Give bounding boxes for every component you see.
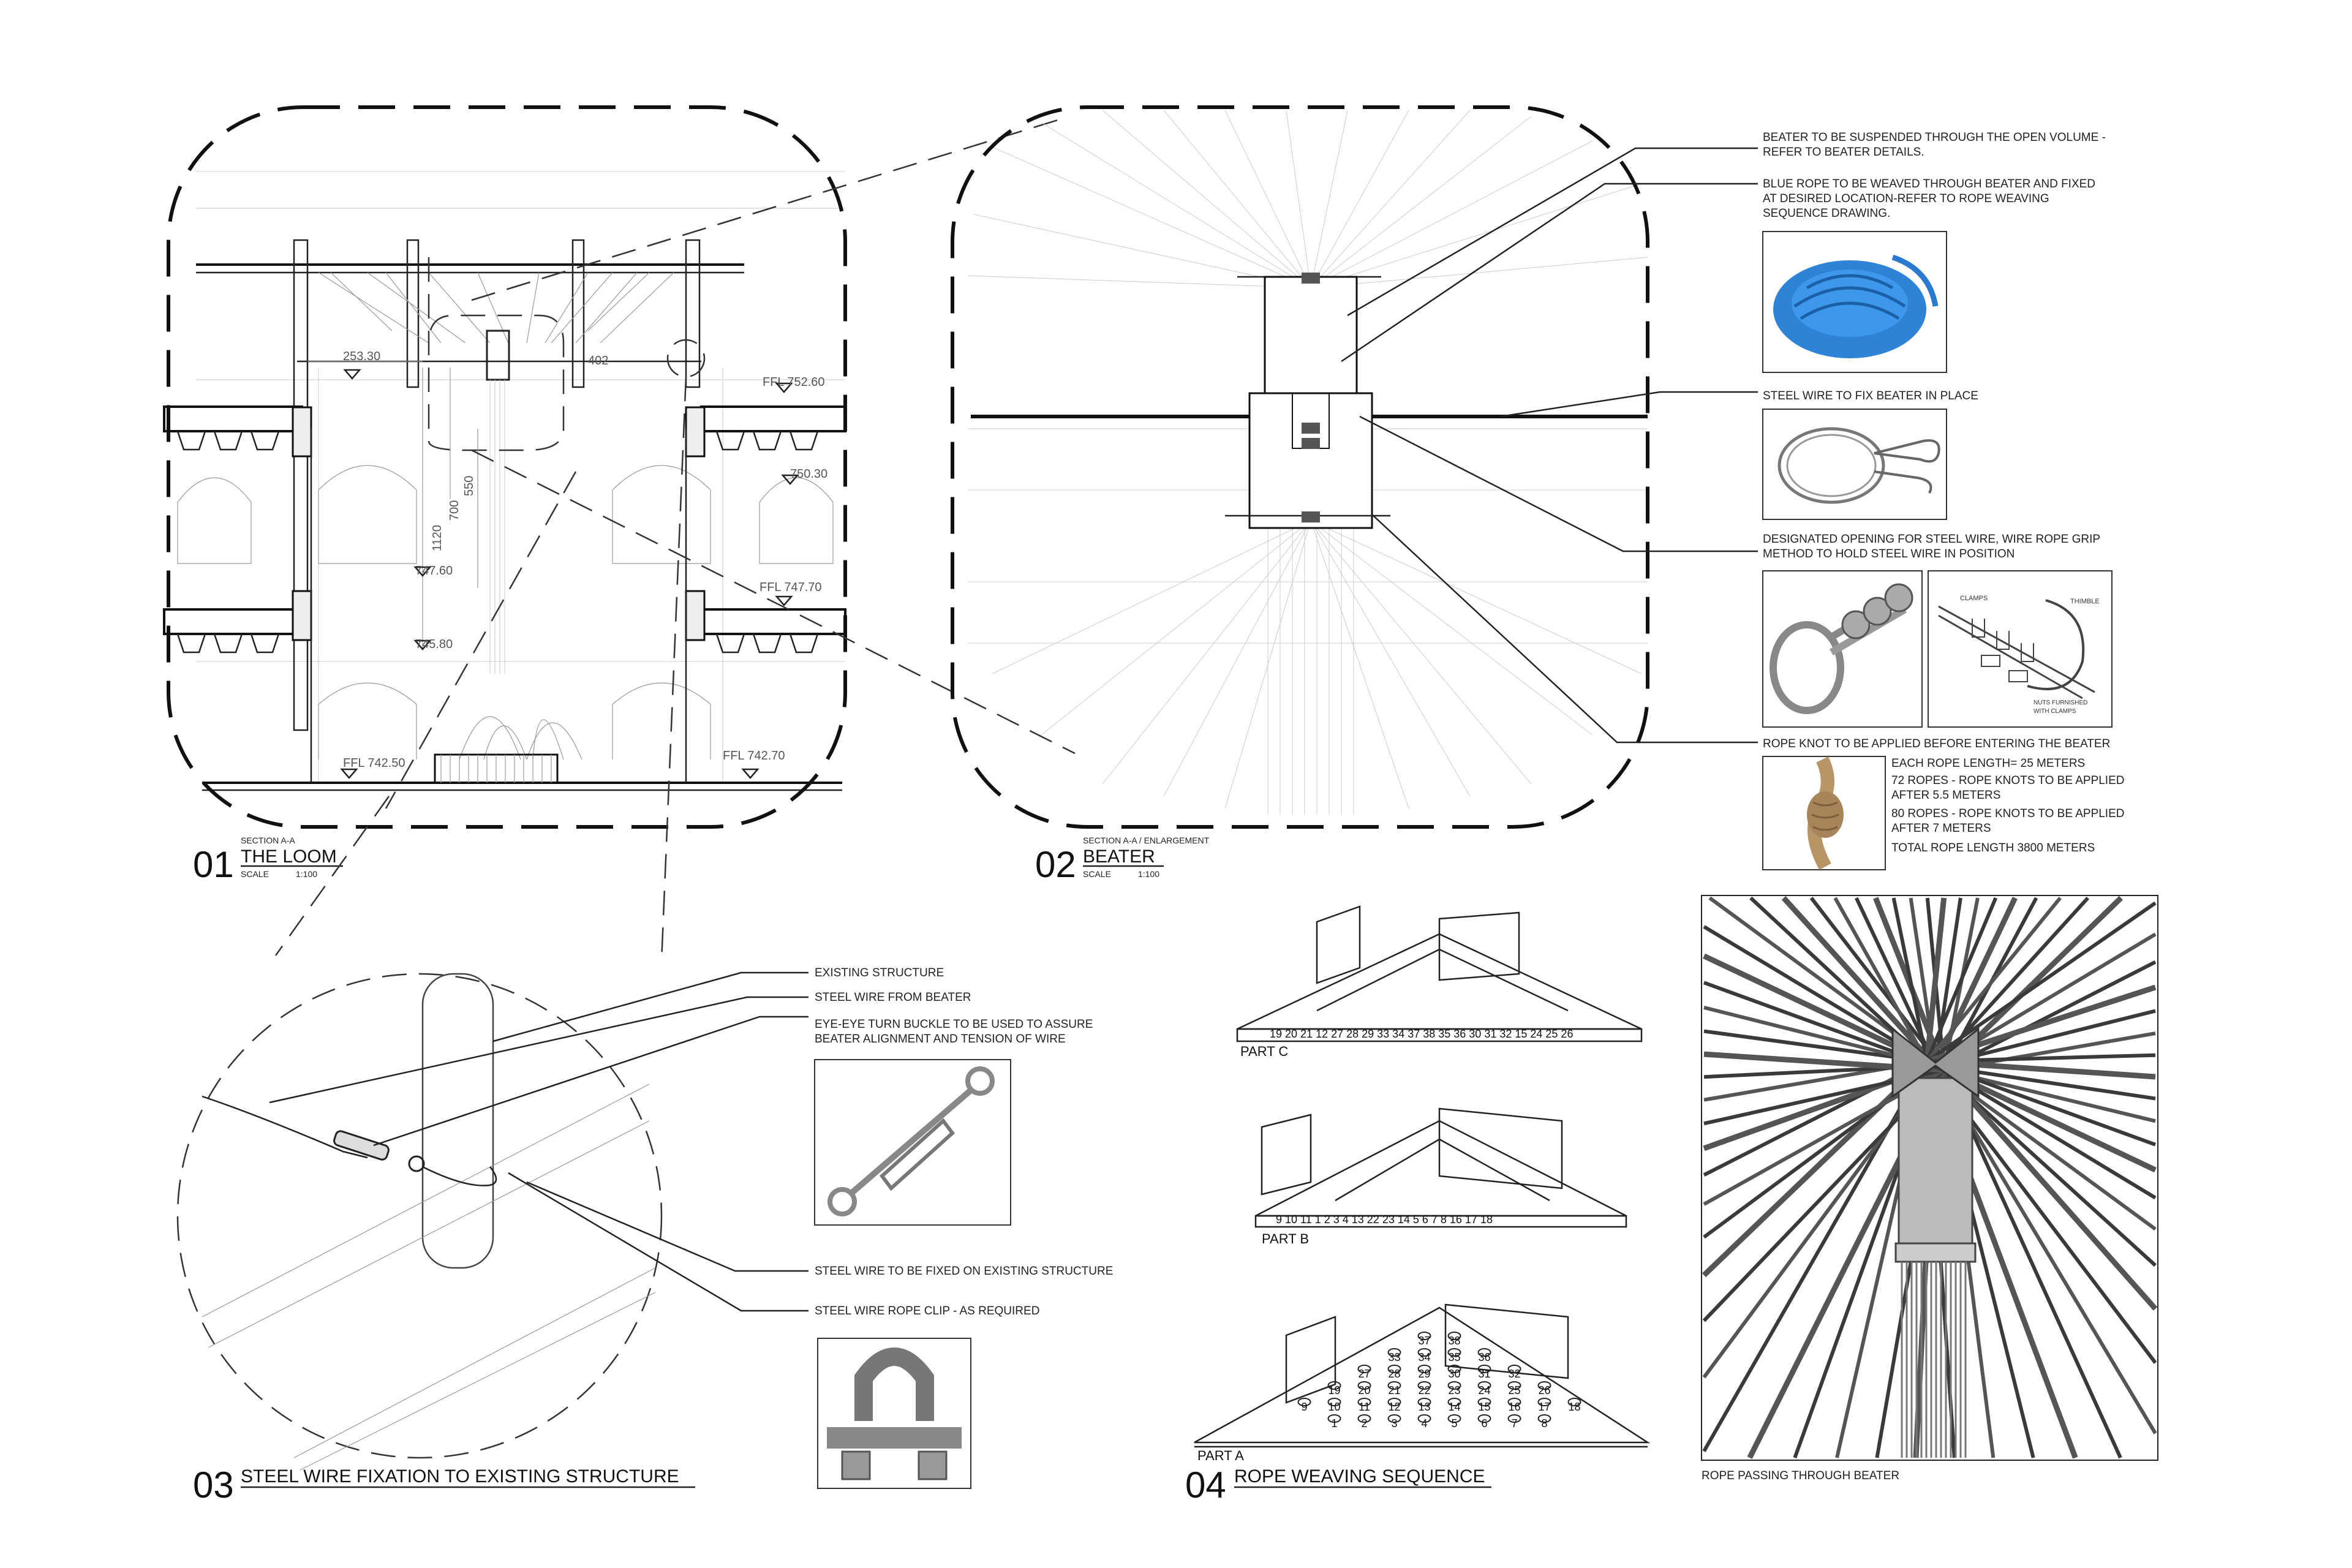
weaving-number: 04: [1185, 1464, 1226, 1506]
part-a-label: PART A: [1197, 1448, 1244, 1463]
part-a-hole-number: 27: [1358, 1368, 1371, 1380]
grip-label-thimble: THIMBLE: [2070, 598, 2100, 605]
note-wire-fixed: STEEL WIRE TO BE FIXED ON EXISTING STRUCTURE: [815, 1265, 1114, 1278]
grip-label-nuts: NUTS FURNISHED: [2034, 699, 2088, 706]
fixation-title-block: [193, 1464, 695, 1506]
note-existing-structure: EXISTING STRUCTURE: [815, 967, 944, 979]
spec-72-ropes: 72 ROPES - ROPE KNOTS TO BE APPLIED: [1891, 774, 2125, 787]
beater-body: [971, 273, 1648, 528]
part-a-hole-number: 35: [1448, 1351, 1461, 1363]
blue-rope-photo: [1763, 232, 1947, 372]
part-a-hole-number: 23: [1448, 1384, 1461, 1396]
note-turnbuckle-1: EYE-EYE TURN BUCKLE TO BE USED TO ASSURE: [815, 1018, 1093, 1031]
beater-title-block: [1035, 835, 1210, 885]
note-blue-rope-1: BLUE ROPE TO BE WEAVED THROUGH BEATER AND FIXED: [1763, 178, 2096, 190]
part-b-label: PART B: [1262, 1231, 1310, 1246]
fixation-number: 03: [193, 1464, 234, 1506]
dim-745-80: 745.80: [415, 638, 453, 651]
part-a-hole-number: 4: [1421, 1417, 1428, 1430]
part-a-hole-number: 28: [1388, 1368, 1401, 1380]
part-a-hole-number: 34: [1418, 1351, 1431, 1363]
spec-rope-length: EACH ROPE LENGTH= 25 METERS: [1891, 757, 2086, 770]
loom-number: 01: [193, 844, 234, 885]
wire-grip-photo: [1763, 571, 1922, 727]
part-a-hole-number: 32: [1508, 1368, 1521, 1380]
beater-enlargement-drawing: [952, 107, 1648, 885]
part-c-sequence: 19 20 21 12 27 28 29 33 34 37 38 35 36 30 31 32 15 24 25 26: [1270, 1028, 1574, 1040]
part-a-hole-number: 11: [1359, 1401, 1370, 1413]
loom-section-label: SECTION A-A: [241, 835, 295, 845]
turnbuckle-photo: [815, 1060, 1011, 1225]
note-wire-rope-clip: STEEL WIRE ROPE CLIP - AS REQUIRED: [815, 1305, 1040, 1317]
fixation-detail-drawing: [178, 974, 662, 1470]
beater-scale-label: SCALE: [1083, 869, 1111, 879]
dim-550: 550: [462, 475, 476, 496]
level-ffl-747-70: FFL 747.70: [760, 581, 822, 594]
existing-column: [423, 974, 493, 1268]
wire-grip-diagram: [1928, 571, 2112, 727]
note-blue-rope-2: AT DESIRED LOCATION-REFER TO ROPE WEAVING: [1763, 192, 2049, 205]
part-a-hole-grid: [1298, 1332, 1581, 1430]
beater-number: 02: [1035, 844, 1076, 885]
note-wire-from-beater: STEEL WIRE FROM BEATER: [815, 991, 971, 1004]
part-a-hole-number: 24: [1478, 1384, 1491, 1396]
part-c-label: PART C: [1240, 1044, 1289, 1059]
dim-747-60: 747.60: [415, 564, 453, 578]
part-a-hole-number: 37: [1418, 1335, 1431, 1347]
loom-beater-hanging: [297, 257, 701, 674]
part-a-hole-number: 8: [1541, 1417, 1548, 1430]
spec-after-5-5: AFTER 5.5 METERS: [1891, 789, 2001, 802]
weaving-part-b: [1256, 1109, 1626, 1246]
part-a-hole-number: 29: [1418, 1368, 1431, 1380]
part-a-hole-number: 19: [1328, 1384, 1341, 1396]
part-a-hole-number: 5: [1451, 1417, 1458, 1430]
steel-wire-photo: [1763, 409, 1947, 519]
note-opening-1: DESIGNATED OPENING FOR STEEL WIRE, WIRE ROPE GRIP: [1763, 533, 2101, 546]
beater-title: BEATER: [1083, 846, 1155, 867]
note-rope-knot: ROPE KNOT TO BE APPLIED BEFORE ENTERING THE BEATER: [1763, 737, 2111, 750]
part-a-hole-number: 13: [1418, 1401, 1431, 1413]
loom-dimension-labels: [343, 350, 827, 770]
loom-title: THE LOOM: [241, 846, 337, 867]
fixation-detail-circle: [178, 974, 662, 1458]
dim-1120: 1120: [431, 524, 444, 551]
loom-scale-label: SCALE: [241, 869, 269, 879]
loom-section-drawing: [164, 107, 845, 885]
note-opening-2: METHOD TO HOLD STEEL WIRE IN POSITION: [1763, 548, 2015, 560]
dim-402: 402: [588, 354, 609, 368]
part-a-hole-number: 12: [1388, 1401, 1401, 1413]
part-a-hole-number: 22: [1418, 1384, 1431, 1396]
fixation-title: STEEL WIRE FIXATION TO EXISTING STRUCTURE: [241, 1466, 679, 1487]
part-a-hole-number: 31: [1478, 1368, 1491, 1380]
loom-dimension-lines: [307, 361, 797, 778]
part-a-hole-number: 30: [1448, 1368, 1461, 1380]
level-ffl-742-50: FFL 742.50: [343, 756, 405, 770]
part-a-hole-number: 14: [1448, 1401, 1461, 1413]
spec-total-length: TOTAL ROPE LENGTH 3800 METERS: [1891, 842, 2095, 854]
note-turnbuckle-2: BEATER ALIGNMENT AND TENSION OF WIRE: [815, 1033, 1066, 1046]
grip-label-with-clamps: WITH CLAMPS: [2034, 708, 2076, 715]
part-a-hole-number: 38: [1448, 1335, 1461, 1347]
rope-knot-photo: [1763, 756, 1885, 870]
part-a-hole-number: 25: [1508, 1384, 1521, 1396]
part-a-hole-number: 10: [1328, 1401, 1341, 1413]
weaving-part-a: [1194, 1305, 1648, 1463]
part-a-hole-number: 7: [1511, 1417, 1518, 1430]
render-caption: ROPE PASSING THROUGH BEATER: [1702, 1469, 1900, 1482]
part-a-hole-number: 2: [1361, 1417, 1368, 1430]
level-750-30: 750.30: [790, 467, 828, 481]
part-a-hole-number: 26: [1538, 1384, 1551, 1396]
part-a-hole-number: 20: [1358, 1384, 1371, 1396]
fixation-notes: [815, 967, 1113, 1488]
note-beater-suspended-2: REFER TO BEATER DETAILS.: [1763, 146, 1924, 159]
part-a-hole-number: 17: [1538, 1401, 1551, 1413]
weaving-title: ROPE WEAVING SEQUENCE: [1234, 1466, 1485, 1487]
dim-253-30: 253.30: [343, 350, 381, 363]
part-a-hole-number: 16: [1508, 1401, 1521, 1413]
spec-80-ropes: 80 ROPES - ROPE KNOTS TO BE APPLIED: [1891, 807, 2125, 820]
part-a-hole-number: 15: [1478, 1401, 1491, 1413]
weaving-title-block: [1185, 1464, 1491, 1506]
part-a-hole-number: 36: [1478, 1351, 1491, 1363]
part-a-hole-number: 6: [1481, 1417, 1488, 1430]
beater-notes: [1763, 131, 2124, 870]
grip-label-clamps: CLAMPS: [1960, 595, 1988, 602]
level-ffl-752-60: FFL 752.60: [763, 375, 825, 389]
part-b-sequence: 9 10 11 1 2 3 4 13 22 23 14 5 6 7 8 16 17 18: [1276, 1213, 1493, 1226]
dim-700: 700: [448, 500, 461, 521]
loom-scale-value: 1:100: [296, 869, 318, 879]
beater-section-label: SECTION A-A / ENLARGEMENT: [1083, 835, 1210, 845]
note-steel-wire: STEEL WIRE TO FIX BEATER IN PLACE: [1763, 390, 1978, 402]
part-a-hole-number: 21: [1388, 1384, 1401, 1396]
weaving-part-c: [1237, 907, 1642, 1059]
part-a-hole-number: 3: [1391, 1417, 1398, 1430]
enlargement-leader-lines: [276, 119, 1075, 962]
spec-after-7: AFTER 7 METERS: [1891, 822, 1991, 835]
level-ffl-742-70: FFL 742.70: [723, 749, 785, 763]
wire-clip-photo: [818, 1338, 971, 1488]
beater-scale-value: 1:100: [1138, 869, 1160, 879]
part-a-hole-number: 18: [1568, 1401, 1581, 1413]
beater-note-leaders: [1341, 148, 1758, 742]
rope-beater-render: [1702, 895, 2158, 1482]
part-a-hole-number: 9: [1301, 1401, 1308, 1413]
part-a-hole-number: 33: [1388, 1351, 1401, 1363]
note-blue-rope-3: SEQUENCE DRAWING.: [1763, 207, 1891, 220]
part-a-hole-number: 1: [1331, 1417, 1338, 1430]
loom-title-block: [193, 835, 343, 885]
note-beater-suspended-1: BEATER TO BE SUSPENDED THROUGH THE OPEN VOLUME -: [1763, 131, 2106, 144]
